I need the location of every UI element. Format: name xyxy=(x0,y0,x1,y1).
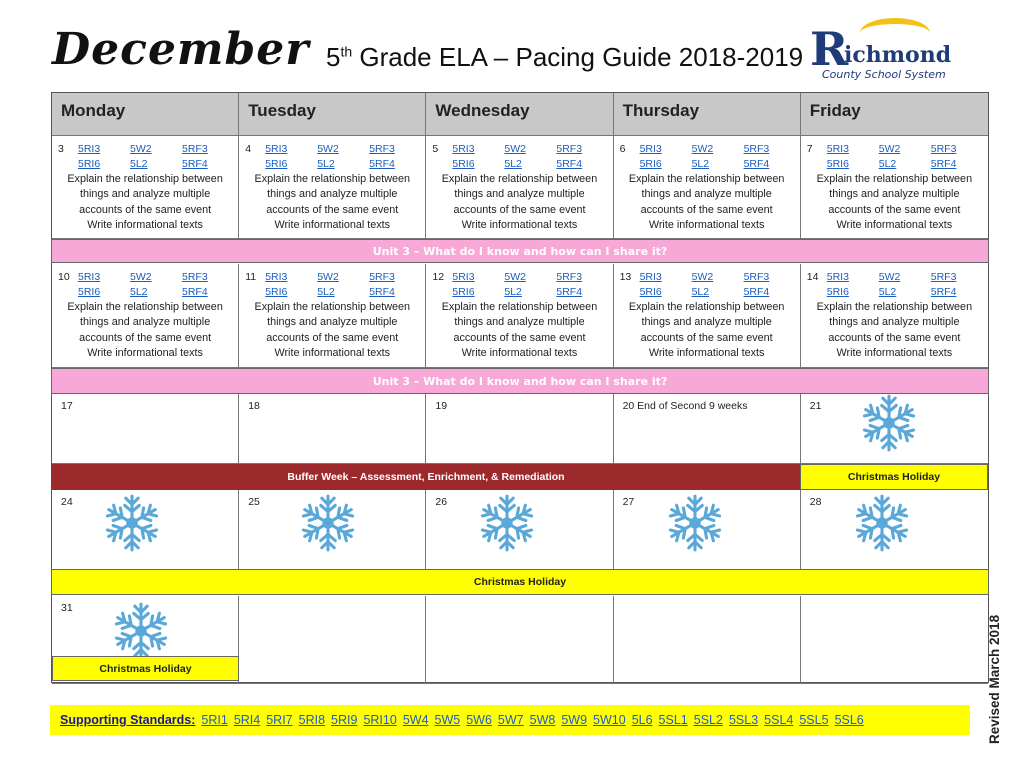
day-content xyxy=(426,142,612,233)
day-cell xyxy=(426,264,613,368)
standard-link[interactable]: 5RF4 xyxy=(182,158,208,170)
day-cell xyxy=(52,264,239,368)
lesson-description: accounts of the same event xyxy=(266,203,399,216)
standard-link[interactable]: 5W2 xyxy=(130,143,152,155)
christmas-holiday-banner: Christmas Holiday xyxy=(51,569,989,595)
supporting-standards-label: Supporting Standards: xyxy=(60,713,196,727)
standards-line xyxy=(52,285,238,300)
footer-standard-link[interactable]: 5W4 xyxy=(402,713,429,727)
lesson-description: accounts of the same event xyxy=(266,331,399,344)
standard-link[interactable]: 5RF3 xyxy=(743,143,770,155)
footer-standard-link[interactable]: 5SL6 xyxy=(834,713,864,727)
week-row-4 xyxy=(52,490,988,570)
standards-line xyxy=(801,157,988,172)
standard-link[interactable]: 5RF4 xyxy=(930,158,957,170)
footer-standard-link[interactable]: 5W6 xyxy=(466,713,492,727)
day-cell: 26 xyxy=(426,490,613,570)
standard-link[interactable]: 5W2 xyxy=(130,271,152,283)
standards-line xyxy=(239,270,425,285)
standard-link[interactable]: 5RF4 xyxy=(369,158,395,170)
standard-link[interactable]: 5L2 xyxy=(504,286,522,298)
standard-link[interactable]: 5W2 xyxy=(878,143,901,155)
lesson-description: Explain the relationship between xyxy=(628,301,785,313)
empty-cell xyxy=(614,596,801,684)
day-number: 10 xyxy=(58,271,70,283)
lesson-description: Explain the relationship between xyxy=(816,301,973,313)
standards-line xyxy=(426,142,612,157)
day-number: 5 xyxy=(432,143,439,155)
standard-link[interactable]: 5W2 xyxy=(691,143,714,155)
day-content xyxy=(801,270,988,361)
lesson-description: Write informational texts xyxy=(836,218,953,231)
standards-line xyxy=(426,270,612,285)
standard-link[interactable]: 5RF4 xyxy=(743,158,770,170)
day-cell: 28 xyxy=(801,490,988,570)
lesson-description: accounts of the same event xyxy=(453,203,586,216)
standard-link[interactable]: 5RI3 xyxy=(265,143,288,155)
unit3-banner: Unit 3 – What do I know and how can I share it? xyxy=(51,368,989,394)
footer-standard-link[interactable]: 5SL3 xyxy=(728,713,759,727)
standard-link[interactable]: 5RF3 xyxy=(556,143,583,155)
day-number: 12 xyxy=(432,271,445,283)
day-cell xyxy=(801,136,988,239)
lesson-description: things and analyze multiple xyxy=(641,188,772,201)
standard-link[interactable]: 5RI6 xyxy=(452,158,475,170)
standard-link[interactable]: 5RF3 xyxy=(182,271,208,283)
day-cell: 21 xyxy=(801,394,988,464)
standard-link[interactable]: 5RI3 xyxy=(78,271,101,283)
day-content xyxy=(239,270,425,361)
standards-line xyxy=(801,270,988,285)
standard-link[interactable]: 5RF3 xyxy=(369,271,395,283)
lesson-description: things and analyze multiple xyxy=(454,188,585,201)
standards-line xyxy=(239,142,425,157)
lesson-description: Explain the relationship between xyxy=(628,173,785,185)
footer-standard-link[interactable]: 5W8 xyxy=(529,713,556,727)
standard-link[interactable]: 5W2 xyxy=(317,143,339,155)
standard-link[interactable]: 5RF4 xyxy=(930,286,957,298)
lesson-description: Write informational texts xyxy=(274,218,391,231)
day-content xyxy=(426,270,612,361)
standards-line xyxy=(614,270,800,285)
header-thursday: Thursday xyxy=(614,93,801,136)
standard-link[interactable]: 5L2 xyxy=(504,158,522,170)
revised-date: Revised March 2018 xyxy=(987,614,1002,744)
standard-link[interactable]: 5RI6 xyxy=(826,286,849,298)
standards-line xyxy=(426,285,612,300)
standard-link[interactable]: 5RF4 xyxy=(743,286,770,298)
standard-link[interactable]: 5L2 xyxy=(691,286,710,298)
lesson-description: Write informational texts xyxy=(461,346,578,359)
christmas-holiday-banner: Christmas Holiday xyxy=(800,464,988,490)
buffer-week-banner: Buffer Week – Assessment, Enrichment, & Remediation xyxy=(51,464,801,490)
standard-link[interactable]: 5W2 xyxy=(504,271,526,283)
standard-link[interactable]: 5L2 xyxy=(130,158,148,170)
day-content xyxy=(801,142,988,233)
footer-standard-link[interactable]: 5RI1 xyxy=(201,713,228,727)
day-cell xyxy=(426,136,613,239)
standard-link[interactable]: 5RF4 xyxy=(556,158,583,170)
empty-cell xyxy=(426,596,613,684)
standard-link[interactable]: 5L2 xyxy=(317,158,335,170)
day-cell xyxy=(614,264,801,368)
standard-link[interactable]: 5RI6 xyxy=(826,158,849,170)
footer-standard-link[interactable]: 5L6 xyxy=(631,713,653,727)
week-row-3 xyxy=(52,394,988,464)
day-content xyxy=(239,142,425,233)
standard-link[interactable]: 5RF4 xyxy=(182,286,208,298)
lesson-description: things and analyze multiple xyxy=(79,316,211,329)
day-cell: 17 xyxy=(52,394,239,464)
day-cell: 25 xyxy=(239,490,426,570)
standard-link[interactable]: 5L2 xyxy=(878,158,897,170)
footer-standard-link[interactable]: 5W7 xyxy=(497,713,524,727)
lesson-description: Write informational texts xyxy=(648,346,765,359)
day-cell xyxy=(801,264,988,368)
standards-line xyxy=(614,157,800,172)
standard-link[interactable]: 5RF3 xyxy=(930,143,957,155)
lesson-description: Explain the relationship between xyxy=(254,173,411,185)
day-cell xyxy=(239,264,426,368)
lesson-description: accounts of the same event xyxy=(828,331,961,344)
snowflake-icon xyxy=(110,600,172,662)
header-wednesday: Wednesday xyxy=(426,93,613,136)
lesson-description: Explain the relationship between xyxy=(67,173,223,185)
header-tuesday: Tuesday xyxy=(239,93,426,136)
day-cell: 31 xyxy=(52,596,239,684)
day-number: 3 xyxy=(58,143,64,155)
standard-link[interactable]: 5W2 xyxy=(504,143,526,155)
day-cell: 19 xyxy=(426,394,613,464)
standards-line xyxy=(52,157,238,172)
day-cell: 24 xyxy=(52,490,239,570)
header-friday: Friday xyxy=(801,93,988,136)
week-row-2 xyxy=(52,264,988,368)
lesson-description: Write informational texts xyxy=(87,218,203,231)
lesson-description: accounts of the same event xyxy=(640,203,773,216)
standard-link[interactable]: 5RF3 xyxy=(930,271,957,283)
standards-line xyxy=(614,285,800,300)
snowflake-icon xyxy=(297,492,359,554)
standard-link[interactable]: 5RI6 xyxy=(639,158,662,170)
lesson-description: Explain the relationship between xyxy=(441,301,598,313)
footer-standard-link[interactable]: 5RI4 xyxy=(233,713,261,727)
footer-standard-link[interactable]: 5W9 xyxy=(561,713,588,727)
standards-line xyxy=(52,270,238,285)
day-cell: 27 xyxy=(614,490,801,570)
standard-link[interactable]: 5RI3 xyxy=(452,271,475,283)
lesson-description: things and analyze multiple xyxy=(829,188,960,201)
standard-link[interactable]: 5W2 xyxy=(691,271,714,283)
footer-standard-link[interactable]: 5SL1 xyxy=(658,713,688,727)
standard-link[interactable]: 5W2 xyxy=(878,271,901,283)
standard-link[interactable]: 5RI6 xyxy=(265,286,288,298)
standard-link[interactable]: 5RI6 xyxy=(78,158,101,170)
lesson-description: Explain the relationship between xyxy=(816,173,973,185)
footer-standard-link[interactable]: 5SL2 xyxy=(693,713,723,727)
snowflake-icon xyxy=(851,492,913,554)
lesson-description: Write informational texts xyxy=(836,346,953,359)
lesson-description: Write informational texts xyxy=(461,218,578,231)
snowflake-icon xyxy=(858,392,920,454)
footer-standard-link[interactable]: 5RI7 xyxy=(266,713,293,727)
footer-standard-link[interactable]: 5W10 xyxy=(593,713,626,727)
day-cell xyxy=(614,136,801,239)
standards-line xyxy=(801,285,988,300)
lesson-description: accounts of the same event xyxy=(828,203,961,216)
lesson-description: things and analyze multiple xyxy=(267,316,398,329)
day-content xyxy=(52,142,238,233)
footer-standard-link[interactable]: 5SL5 xyxy=(799,713,829,727)
weekday-header-row xyxy=(52,93,988,136)
standard-link[interactable]: 5RI3 xyxy=(639,143,662,155)
day-number: 14 xyxy=(806,271,819,283)
standard-link[interactable]: 5RI3 xyxy=(452,143,475,155)
richmond-county-logo: R ichmond County School System xyxy=(810,14,960,84)
standard-link[interactable]: 5RF3 xyxy=(556,271,583,283)
standard-link[interactable]: 5RI3 xyxy=(265,271,288,283)
month-title: December xyxy=(52,24,310,75)
standard-link[interactable]: 5L2 xyxy=(878,286,897,298)
day-cell: 18 xyxy=(239,394,426,464)
lesson-description: things and analyze multiple xyxy=(267,188,398,201)
standards-line xyxy=(239,285,425,300)
standards-line xyxy=(52,142,238,157)
standards-line xyxy=(614,142,800,157)
lesson-description: things and analyze multiple xyxy=(79,188,211,201)
standards-line xyxy=(239,157,425,172)
lesson-description: things and analyze multiple xyxy=(641,316,772,329)
standard-link[interactable]: 5RF4 xyxy=(369,286,395,298)
standard-link[interactable]: 5RI6 xyxy=(452,286,475,298)
day-number: 13 xyxy=(619,271,632,283)
day-cell xyxy=(52,136,239,239)
lesson-description: accounts of the same event xyxy=(79,331,212,344)
page-title: 5th Grade ELA – Pacing Guide 2018-2019 xyxy=(326,42,804,72)
standard-link[interactable]: 5RI6 xyxy=(639,286,662,298)
standard-link[interactable]: 5RI3 xyxy=(826,271,849,283)
empty-cell xyxy=(801,596,988,684)
standards-line xyxy=(801,142,988,157)
header-monday: Monday xyxy=(52,93,239,136)
unit3-banner: Unit 3 – What do I know and how can I share it? xyxy=(51,239,989,263)
lesson-description: things and analyze multiple xyxy=(454,316,585,329)
standard-link[interactable]: 5RF4 xyxy=(556,286,583,298)
day-number: 11 xyxy=(245,271,257,283)
lesson-description: Write informational texts xyxy=(648,218,765,231)
week-row-1 xyxy=(52,136,988,239)
standard-link[interactable]: 5L2 xyxy=(130,286,148,298)
footer-standard-link[interactable]: 5RI8 xyxy=(298,713,326,727)
footer-standard-link[interactable]: 5SL4 xyxy=(764,713,794,727)
day-content xyxy=(614,270,800,361)
lesson-description: things and analyze multiple xyxy=(829,316,960,329)
footer-standard-link[interactable]: 5RI9 xyxy=(331,713,358,727)
day-content xyxy=(52,270,238,361)
christmas-holiday-banner: Christmas Holiday xyxy=(52,656,239,681)
lesson-description: Explain the relationship between xyxy=(67,301,223,313)
standard-link[interactable]: 5L2 xyxy=(317,286,335,298)
standard-link[interactable]: 5RI6 xyxy=(265,158,288,170)
standard-link[interactable]: 5RI3 xyxy=(639,271,662,283)
snowflake-icon xyxy=(101,492,163,554)
lesson-description: Write informational texts xyxy=(87,346,203,359)
standard-link[interactable]: 5L2 xyxy=(691,158,710,170)
footer-standard-link[interactable]: 5RI10 xyxy=(363,713,397,727)
lesson-description: Explain the relationship between xyxy=(441,173,598,185)
lesson-description: Write informational texts xyxy=(274,346,391,359)
day-number: 7 xyxy=(806,143,813,155)
snowflake-icon xyxy=(664,492,726,554)
lesson-description: accounts of the same event xyxy=(640,331,773,344)
day-number: 4 xyxy=(245,143,252,155)
lesson-description: Explain the relationship between xyxy=(254,301,411,313)
lesson-description: accounts of the same event xyxy=(79,203,212,216)
day-number: 6 xyxy=(619,143,626,155)
standard-link[interactable]: 5W2 xyxy=(317,271,339,283)
footer-standard-link[interactable]: 5W5 xyxy=(434,713,461,727)
standard-link[interactable]: 5RF3 xyxy=(743,271,770,283)
standard-link[interactable]: 5RI3 xyxy=(826,143,849,155)
lesson-description: accounts of the same event xyxy=(453,331,586,344)
day-content xyxy=(614,142,800,233)
standards-line xyxy=(426,157,612,172)
empty-cell xyxy=(239,596,426,684)
day-cell xyxy=(239,136,426,239)
day-cell: 20 End of Second 9 weeks xyxy=(614,394,801,464)
snowflake-icon xyxy=(476,492,538,554)
standard-link[interactable]: 5RF3 xyxy=(369,143,395,155)
standard-link[interactable]: 5RF3 xyxy=(182,143,208,155)
supporting-standards-bar xyxy=(50,705,970,735)
standard-link[interactable]: 5RI6 xyxy=(78,286,101,298)
standard-link[interactable]: 5RI3 xyxy=(78,143,101,155)
